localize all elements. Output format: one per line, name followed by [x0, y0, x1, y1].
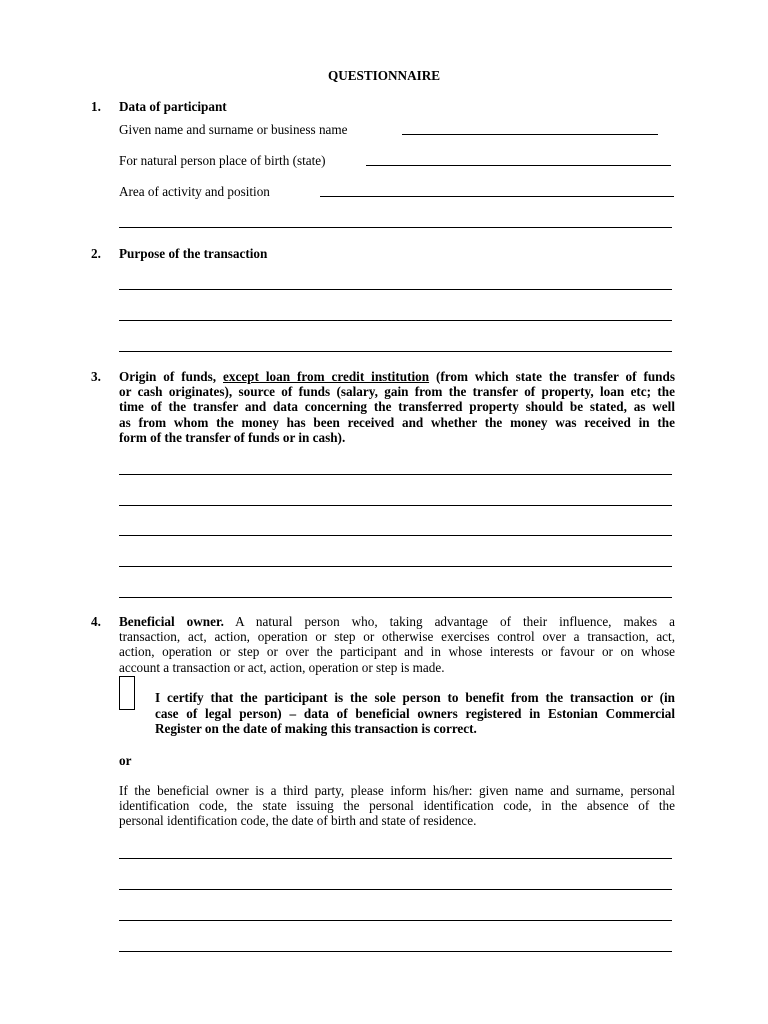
beneficial-owner-input-line[interactable]: [119, 889, 672, 890]
certify-line: I certify that the participant is the sole person to benefit from the transaction or (in: [155, 690, 675, 705]
section-3-line: as from whom the money has been received and whether the money was received in the: [119, 414, 675, 430]
section-2-number: 2.: [91, 246, 101, 261]
section-2-heading: Purpose of the transaction: [119, 246, 268, 261]
third-party-text: [119, 783, 675, 829]
certify-line: Register on the date of making this transaction is correct.: [155, 721, 477, 736]
field-activity-input-line[interactable]: [320, 196, 674, 197]
sole-beneficiary-checkbox[interactable]: [119, 676, 135, 710]
field-name-input-line[interactable]: [402, 134, 658, 135]
section-3-line: (from which state the transfer of funds: [429, 369, 675, 384]
section-4-line: account a transaction or act, action, operation or step is made.: [119, 659, 445, 675]
third-party-line: personal identification code, the date of birth and state of residence.: [119, 813, 477, 829]
origin-input-line[interactable]: [119, 505, 672, 506]
beneficial-owner-input-line[interactable]: [119, 920, 672, 921]
purpose-input-line[interactable]: [119, 320, 672, 321]
origin-input-line[interactable]: [119, 474, 672, 475]
section-1-heading: Data of participant: [119, 99, 227, 114]
section-1-number: 1.: [91, 99, 101, 114]
section-4-line: action, operation or step or over the participant and in whose interests or favour or on whose: [119, 644, 675, 660]
purpose-input-line[interactable]: [119, 289, 672, 290]
section-3-line: or cash originates), source of funds (salary, gain from the transfer of property, loan etc; the: [119, 384, 675, 400]
certify-line: case of legal person) – data of beneficial owners registered in Estonian Commercial: [155, 705, 675, 721]
field-birthplace-input-line[interactable]: [366, 165, 671, 166]
section-4-line: A natural person who, taking advantage of their influence, makes a: [223, 614, 675, 629]
origin-input-line[interactable]: [119, 535, 672, 536]
field-birthplace-label: For natural person place of birth (state): [119, 153, 326, 168]
beneficial-owner-input-line[interactable]: [119, 858, 672, 859]
page-title: QUESTIONNAIRE: [327, 68, 441, 83]
purpose-input-line[interactable]: [119, 351, 672, 352]
section-4-heading: Beneficial owner.: [119, 614, 224, 629]
field-activity-label: Area of activity and position: [119, 184, 270, 199]
section-3-line: time of the transfer and data concerning the transferred property should be stated, as well: [119, 399, 675, 415]
section-3-lead: Origin of funds,: [119, 369, 224, 384]
section-4-number: 4.: [91, 614, 101, 629]
third-party-line: If the beneficial owner is a third party, please inform his/her: given name and surname, personal: [119, 783, 675, 798]
section-4-text: [119, 614, 675, 675]
section-3-text: [119, 369, 675, 445]
field-name-label: Given name and surname or business name: [119, 122, 348, 137]
beneficial-owner-input-line[interactable]: [119, 951, 672, 952]
or-label: or: [119, 753, 132, 768]
origin-input-line[interactable]: [119, 597, 672, 598]
origin-input-line[interactable]: [119, 566, 672, 567]
section-4-line: transaction, act, action, operation or step or otherwise exercises control over a transaction, act,: [119, 629, 675, 645]
third-party-line: identification code, the state issuing the personal identification code, in the absence of the: [119, 798, 675, 814]
section-3-underlined: except loan from credit institution: [223, 369, 430, 384]
section-3-line: form of the transfer of funds or in cash).: [119, 429, 346, 445]
certify-text: [155, 690, 675, 737]
field-activity-input-line-2[interactable]: [119, 227, 672, 228]
section-3-number: 3.: [91, 369, 101, 384]
